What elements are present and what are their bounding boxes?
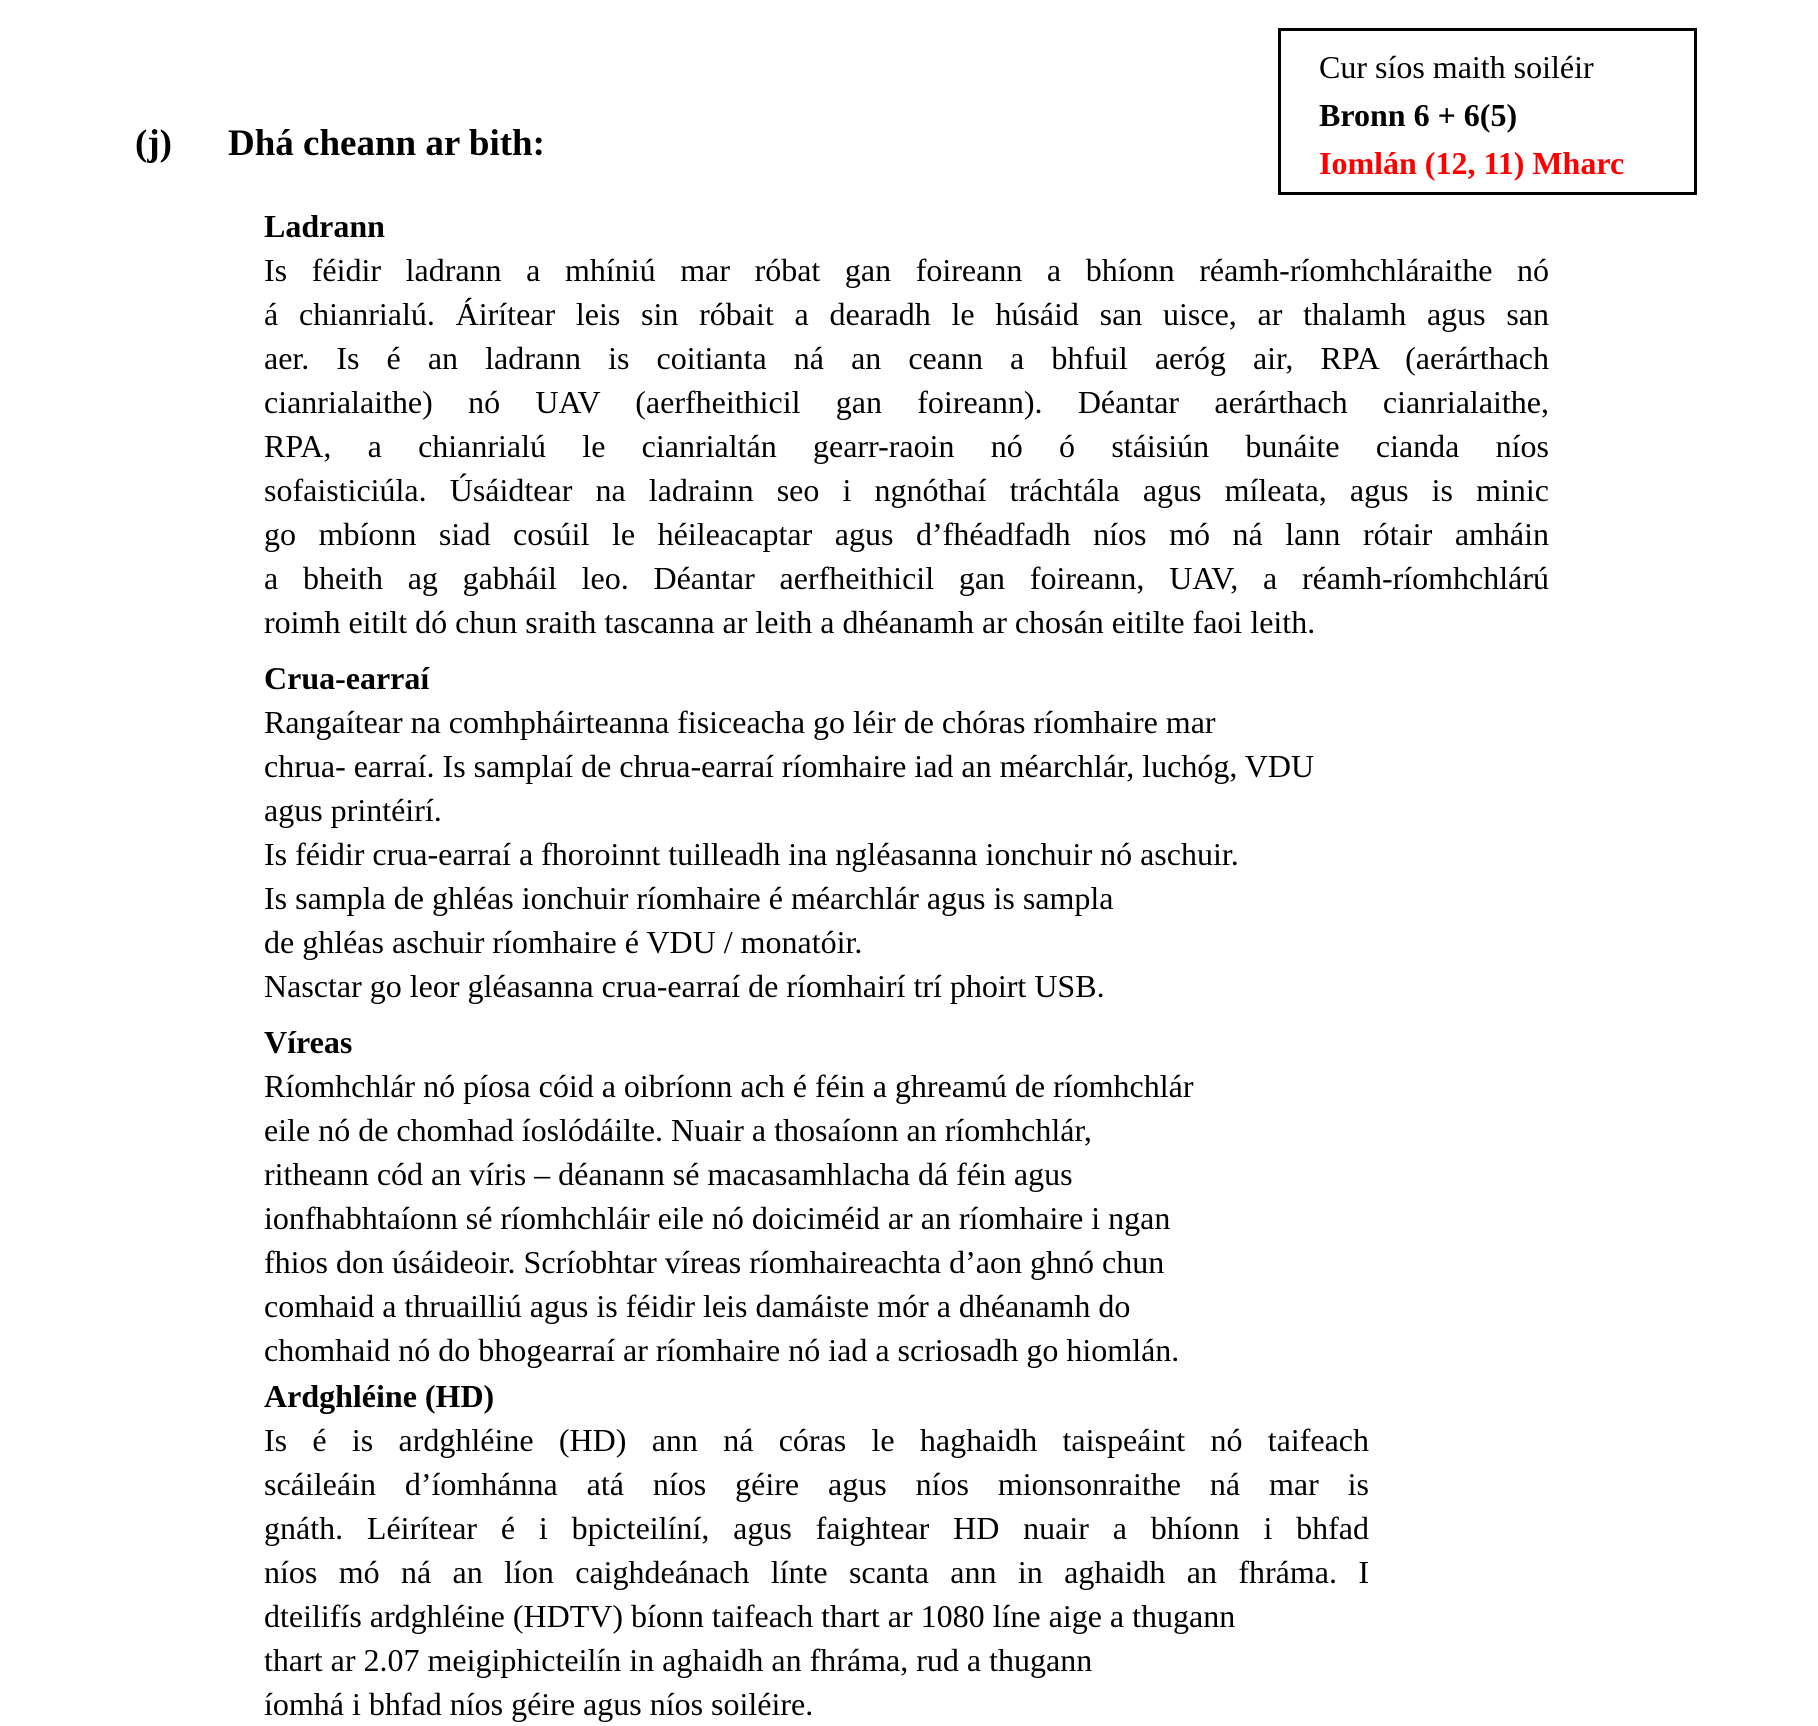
section-vireas (264, 1020, 1549, 1372)
text-line: Is é is ardghléine (HD) ann ná córas le haghaidh taispeáint nó taifeach (264, 1422, 1369, 1458)
text-line: dteilifís ardghléine (HDTV) bíonn taifeach thart ar 1080 líne aige a thugann (264, 1598, 1236, 1634)
text-line: agus printéirí. (264, 792, 442, 828)
text-line: roimh eitilt dó chun sraith tascanna ar leith a dhéanamh ar chosán eitilte faoi leith. (264, 604, 1316, 640)
text-line: íomhá i bhfad níos géire agus níos soiléire. (264, 1686, 814, 1722)
text-line: á chianrialú. Áirítear leis sin róbait a dearadh le húsáid san uisce, ar thalamh agus san (264, 296, 1549, 332)
text-line: eile nó de chomhad íoslódáilte. Nuair a thosaíonn an ríomhchlár, (264, 1112, 1092, 1148)
section-title-ladrann: Ladrann (264, 208, 385, 244)
marks-box-comment: Cur síos maith soiléir (1319, 49, 1594, 85)
text-line: Rangaítear na comhpháirteanna fisiceacha go léir de chóras ríomhaire mar (264, 704, 1216, 740)
text-line: aer. Is é an ladrann is coitianta ná an ceann a bhfuil aeróg air, RPA (aerárthach (264, 340, 1549, 376)
text-line: go mbíonn siad cosúil le héileacaptar agus d’fhéadfadh níos mó ná lann rótair amháin (264, 516, 1549, 552)
text-line: thart ar 2.07 meigiphicteilín in aghaidh an fhráma, rud a thugann (264, 1642, 1093, 1678)
text-line: sofaisticiúla. Úsáidtear na ladrainn seo i ngnóthaí tráchtála agus míleata, agus is minic (264, 472, 1549, 508)
section-ladrann (264, 204, 1549, 644)
marks-box-award: Bronn 6 + 6(5) (1319, 97, 1518, 133)
question-heading (135, 122, 545, 165)
text-line: Nasctar go leor gléasanna crua-earraí de ríomhairí trí phoirt USB. (264, 968, 1105, 1004)
question-label: (j) (135, 123, 172, 164)
text-line: níos mó ná an líon caighdeánach línte scanta ann in aghaidh an fhráma. I (264, 1554, 1369, 1590)
marks-box-total: Iomlán (12, 11) Mharc (1319, 145, 1625, 181)
text-line: scáileáin d’íomhánna atá níos géire agus níos mionsonraithe ná mar is (264, 1466, 1369, 1502)
section-ardghleine-hd (264, 1374, 1549, 1726)
text-line: a bheith ag gabháil leo. Déantar aerfheithicil gan foireann, UAV, a réamh-ríomhchlárú (264, 560, 1549, 596)
text-line: comhaid a thruailliú agus is féidir leis damáiste mór a dhéanamh do (264, 1288, 1131, 1324)
section-title-crua-earrai: Crua-earraí (264, 660, 430, 696)
text-line: de ghléas aschuir ríomhaire é VDU / monatóir. (264, 924, 863, 960)
text-line: ritheann cód an víris – déanann sé macasamhlacha dá féin agus (264, 1156, 1073, 1192)
marks-box (1278, 28, 1697, 195)
text-line: chrua- earraí. Is samplaí de chrua-earraí ríomhaire iad an méarchlár, luchóg, VDU (264, 748, 1315, 784)
text-line: Is féidir ladrann a mhíniú mar róbat gan foireann a bhíonn réamh-ríomhchláraithe nó (264, 252, 1549, 288)
question-title: Dhá cheann ar bith: (228, 123, 545, 164)
text-line: RPA, a chianrialú le cianrialtán gearr-raoin nó ó stáisiún bunáite cianda níos (264, 428, 1549, 464)
section-title-vireas: Víreas (264, 1024, 353, 1060)
section-title-ardghleine-hd: Ardghléine (HD) (264, 1378, 495, 1414)
text-line: cianrialaithe) nó UAV (aerfheithicil gan foireann). Déantar aerárthach cianrialaithe, (264, 384, 1549, 420)
text-line: Is sampla de ghléas ionchuir ríomhaire é méarchlár agus is sampla (264, 880, 1114, 916)
text-line: chomhaid nó do bhogearraí ar ríomhaire nó iad a scriosadh go hiomlán. (264, 1332, 1180, 1368)
text-line: gnáth. Léirítear é i bpicteilíní, agus faightear HD nuair a bhíonn i bhfad (264, 1510, 1369, 1546)
section-crua-earrai (264, 656, 1549, 1008)
text-line: Ríomhchlár nó píosa cóid a oibríonn ach é féin a ghreamú de ríomhchlár (264, 1068, 1194, 1104)
text-line: ionfhabhtaíonn sé ríomhchláir eile nó doiciméid ar an ríomhaire i ngan (264, 1200, 1171, 1236)
text-line: fhios don úsáideoir. Scríobhtar víreas ríomhaireachta d’aon ghnó chun (264, 1244, 1165, 1280)
answer-sections (264, 204, 1549, 1726)
text-line: Is féidir crua-earraí a fhoroinnt tuilleadh ina ngléasanna ionchuir nó aschuir. (264, 836, 1239, 872)
